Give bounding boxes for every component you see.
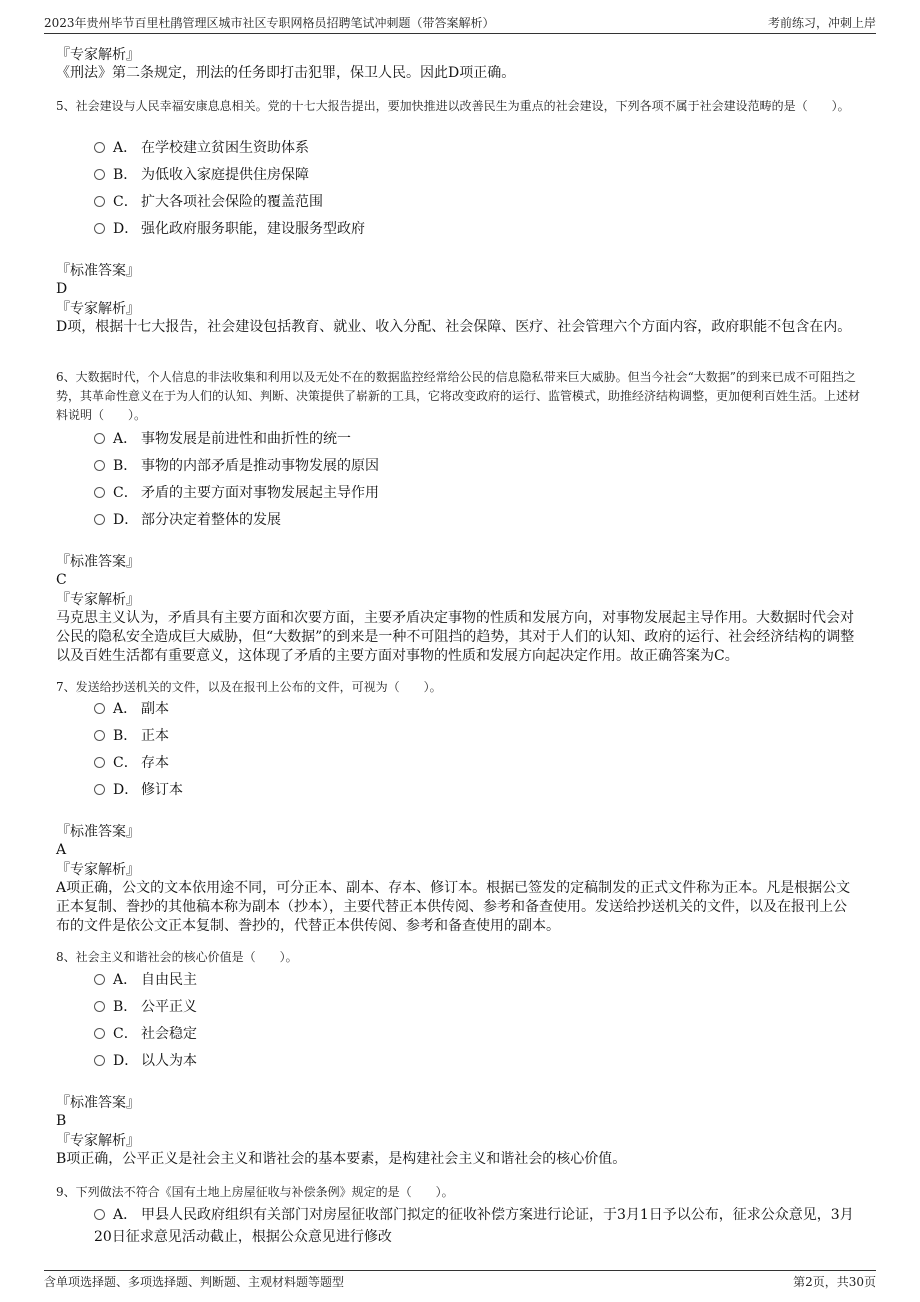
question-7: 7、发送给抄送机关的文件，以及在报刊上公布的文件，可视为（ ）。 [56,680,442,694]
q5-option-c[interactable]: C． 扩大各项社会保险的覆盖范围 [94,193,323,211]
question-6: 6、大数据时代，个人信息的非法收集和利用以及无处不在的数据监控经常给公民的信息隐私带来巨大威胁。但当今社会“大数据”的到来已成不可阻挡之势，其革命性意义在于为人们的认知、判断、决策提供了崭新的工具，它将改变政府的运行、监管模式，助推经济结构调整，更加便利百姓生活。上述材料说明（ ）。 [56,370,861,422]
q8-option-d[interactable]: D． 以人为本 [94,1052,197,1070]
q6-option-c[interactable]: C． 矛盾的主要方面对事物发展起主导作用 [94,484,379,502]
analysis-label: 『专家解析』 [56,1133,140,1149]
header-slogan: 考前练习，冲刺上岸 [767,16,876,30]
question-5: 5、社会建设与人民幸福安康息息相关。党的十七大报告提出，要加快推进以改善民生为重点的社会建设，下列各项不属于社会建设范畴的是（ ）。 [56,99,850,113]
analysis-text: D项，根据十七大报告，社会建设包括教育、就业、收入分配、社会保障、医疗、社会管理六个方面内容，政府职能不包含在内。 [56,319,852,335]
page-footer [44,1270,876,1292]
radio-icon[interactable] [94,784,105,795]
analysis-label: 『专家解析』 [56,301,140,317]
answer-label: 『标准答案』 [56,1095,140,1111]
answer-value: D [56,281,68,297]
radio-icon[interactable] [94,487,105,498]
question-8: 8、社会主义和谐社会的核心价值是（ ）。 [56,950,298,964]
answer-value: C [56,572,67,588]
q8-option-c[interactable]: C． 社会稳定 [94,1025,197,1043]
q6-option-d[interactable]: D． 部分决定着整体的发展 [94,511,281,529]
radio-icon[interactable] [94,142,105,153]
q5-option-a[interactable]: A． 在学校建立贫困生资助体系 [94,139,309,157]
radio-icon[interactable] [94,223,105,234]
analysis-text: 马克思主义认为，矛盾具有主要方面和次要方面，主要矛盾决定事物的性质和发展方向，对事物发展起主导作用。大数据时代会对公民的隐私安全造成巨大威胁，但“大数据”的到来是一种不可阻挡的趋势，其对于人们的认知、政府的运行、社会经济结构的调整以及百姓生活都有重要意义，这体现了矛盾的主要方面对事物的性质和发展方向起决定作用。故正确答案为C。 [56,610,855,664]
analysis-text: B项正确，公平正义是社会主义和谐社会的基本要素，是构建社会主义和谐社会的核心价值。 [56,1151,627,1167]
radio-icon[interactable] [94,1055,105,1066]
radio-icon[interactable] [94,196,105,207]
radio-icon[interactable] [94,757,105,768]
radio-icon[interactable] [94,974,105,985]
radio-icon[interactable] [94,1209,105,1220]
page-header [44,12,876,34]
q7-option-c[interactable]: C． 存本 [94,754,169,772]
radio-icon[interactable] [94,730,105,741]
answer-label: 『标准答案』 [56,263,140,279]
answer-value: B [56,1113,67,1129]
page-number: 第2页，共30页 [793,1275,876,1289]
q7-option-b[interactable]: B． 正本 [94,727,169,745]
radio-icon[interactable] [94,460,105,471]
radio-icon[interactable] [94,1028,105,1039]
q7-option-d[interactable]: D． 修订本 [94,781,183,799]
radio-icon[interactable] [94,703,105,714]
q5-option-d[interactable]: D． 强化政府服务职能，建设服务型政府 [94,220,365,238]
answer-label: 『标准答案』 [56,824,140,840]
analysis-text: A项正确，公文的文本依用途不同，可分正本、副本、存本、修订本。根据已签发的定稿制发的正式文件称为正本。凡是根据公文正本复制、誊抄的其他稿本称为副本（抄本），主要代替正本供传阅、参考和备查使用。发送给抄送机关的文件，以及在报刊上公布的文件是依公文正本复制、誊抄的，代替正本供传阅、参考和备查使用的副本。 [56,880,851,934]
question-9: 9、下列做法不符合《国有土地上房屋征收与补偿条例》规定的是（ ）。 [56,1185,454,1199]
radio-icon[interactable] [94,169,105,180]
footer-question-types: 含单项选择题、多项选择题、判断题、主观材料题等题型 [44,1275,345,1289]
analysis-label: 『专家解析』 [56,862,140,878]
q6-option-a[interactable]: A． 事物发展是前进性和曲折性的统一 [94,430,351,448]
q6-option-b[interactable]: B． 事物的内部矛盾是推动事物发展的原因 [94,457,379,475]
q8-option-a[interactable]: A． 自由民主 [94,971,197,989]
q5-option-b[interactable]: B． 为低收入家庭提供住房保障 [94,166,309,184]
document-title: 2023年贵州毕节百里杜鹃管理区城市社区专职网格员招聘笔试冲刺题（带答案解析） [44,16,495,30]
analysis-text: 《刑法》第二条规定，刑法的任务即打击犯罪，保卫人民。因此D项正确。 [56,65,516,81]
answer-value: A [56,842,67,858]
analysis-label: 『专家解析』 [56,47,140,63]
radio-icon[interactable] [94,514,105,525]
q9-option-a[interactable]: A． 甲县人民政府组织有关部门对房屋征收部门拟定的征收补偿方案进行论证，于3月1日予以公布，征求公众意见，3月20日征求意见活动截止，根据公众意见进行修改 [94,1207,854,1245]
radio-icon[interactable] [94,433,105,444]
analysis-label: 『专家解析』 [56,592,140,608]
radio-icon[interactable] [94,1001,105,1012]
answer-label: 『标准答案』 [56,554,140,570]
q8-option-b[interactable]: B． 公平正义 [94,998,197,1016]
q7-option-a[interactable]: A． 副本 [94,700,169,718]
